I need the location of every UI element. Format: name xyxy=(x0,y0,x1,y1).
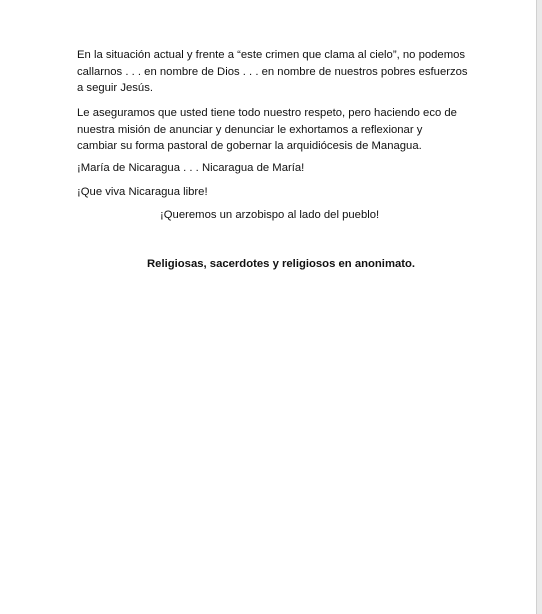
arzobispo-line: ¡Queremos un arzobispo al lado del pueblo! xyxy=(160,209,380,221)
paragraph-crimen xyxy=(77,48,468,98)
text-line: nuestra misión de anunciar y denunciar le exhortamos a reflexionar y xyxy=(77,123,423,136)
text-line: a seguir Jesús. xyxy=(77,82,153,94)
viva-nicaragua-line: ¡Que viva Nicaragua libre! xyxy=(77,186,208,198)
text-line: Le aseguramos que usted tiene todo nuestro respeto, pero haciendo eco de xyxy=(77,107,457,119)
paragraph-respeto xyxy=(77,106,457,156)
signature: Religiosas, sacerdotes y religiosos en anonimato. xyxy=(147,258,416,270)
text-line: cambiar su forma pastoral de gobernar la arquidiócesis de Managua. xyxy=(77,140,422,152)
text-line: En la situación actual y frente a “este crimen que clama al cielo”, no podemos xyxy=(77,49,466,61)
maria-de-nicaragua-line: ¡María de Nicaragua . . . Nicaragua de María! xyxy=(77,162,305,174)
text-line: callarnos . . . en nombre de Dios . . . en nombre de nuestros pobres esfuerzos xyxy=(77,65,468,78)
